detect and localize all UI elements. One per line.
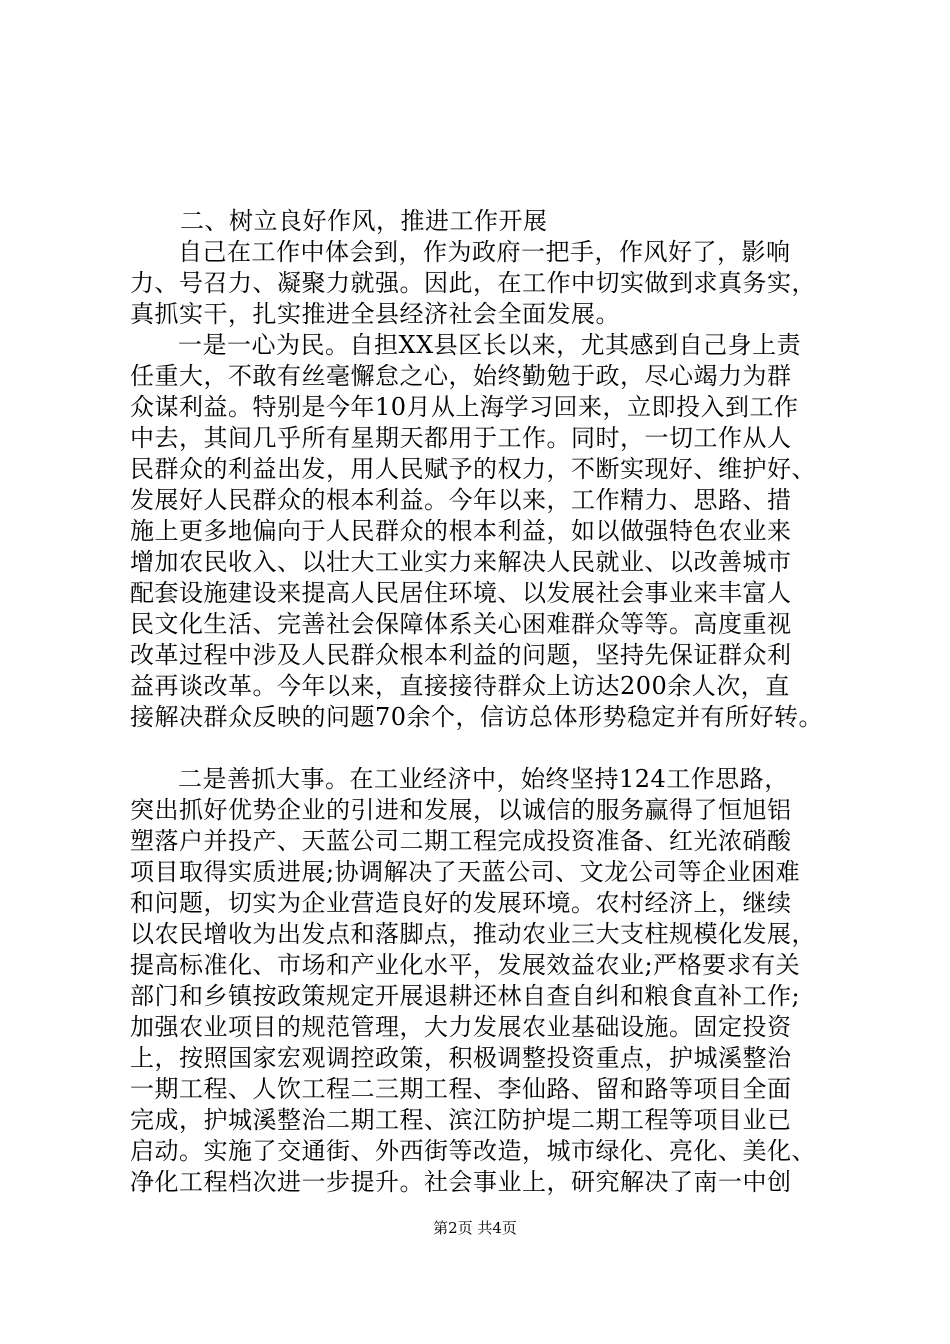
paragraph-2-line: 益再谈改革。今年以来，直接接待群众上访达200余人次，直 bbox=[130, 672, 790, 700]
paragraph-3-line: 一期工程、人饮工程二三期工程、李仙路、留和路等项目全面 bbox=[130, 1075, 792, 1103]
paragraph-3-line: 完成，护城溪整治二期工程、滨江防护堤二期工程等项目业已 bbox=[130, 1106, 792, 1134]
document-body bbox=[130, 206, 850, 1198]
paragraph-2-line: 一是一心为民。自担XX县区长以来，尤其感到自己身上责 bbox=[178, 331, 802, 359]
paragraph-1-line: 自己在工作中体会到，作为政府一把手，作风好了，影响 bbox=[178, 238, 791, 266]
paragraph-1-line: 真抓实干，扎实推进全县经济社会全面发展。 bbox=[130, 300, 620, 328]
paragraph-3-line: 加强农业项目的规范管理，大力发展农业基础设施。固定投资 bbox=[130, 1013, 792, 1041]
paragraph-3-line: 启动。实施了交通街、外西街等改造，城市绿化、亮化、美化、 bbox=[130, 1137, 816, 1165]
section-heading: 二、树立良好作风，推进工作开展 bbox=[180, 207, 548, 235]
paragraph-3-line: 塑落户并投产、天蓝公司二期工程完成投资准备、红光浓硝酸 bbox=[130, 827, 792, 855]
paragraph-3-line: 二是善抓大事。在工业经济中，始终坚持124工作思路， bbox=[178, 765, 789, 793]
paragraph-2-line: 发展好人民群众的根本利益。今年以来，工作精力、思路、措 bbox=[130, 486, 792, 514]
paragraph-3-line: 部门和乡镇按政策规定开展退耕还林自查自纠和粮食直补工作; bbox=[130, 982, 801, 1010]
paragraph-spacer bbox=[130, 733, 850, 764]
paragraph-2-line: 施上更多地偏向于人民群众的根本利益，如以做强特色农业来 bbox=[130, 517, 792, 545]
paragraph-2-line: 改革过程中涉及人民群众根本利益的问题，坚持先保证群众利 bbox=[130, 641, 792, 669]
paragraph-3-line: 提高标准化、市场和产业化水平，发展效益农业;严格要求有关 bbox=[130, 951, 801, 979]
paragraph-3-line: 突出抓好优势企业的引进和发展，以诚信的服务赢得了恒旭铝 bbox=[130, 796, 792, 824]
paragraph-2-line: 配套设施建设来提高人民居住环境、以发展社会事业来丰富人 bbox=[130, 579, 792, 607]
paragraph-2-line: 中去，其间几乎所有星期天都用于工作。同时，一切工作从人 bbox=[130, 424, 792, 452]
paragraph-3-line: 上，按照国家宏观调控政策，积极调整投资重点，护城溪整治 bbox=[130, 1044, 792, 1072]
paragraph-3-line: 项目取得实质进展;协调解决了天蓝公司、文龙公司等企业困难 bbox=[130, 858, 801, 886]
paragraph-1-line: 力、号召力、凝聚力就强。因此，在工作中切实做到求真务实， bbox=[130, 269, 816, 297]
paragraph-3-line: 净化工程档次进一步提升。社会事业上，研究解决了南一中创 bbox=[130, 1168, 792, 1196]
paragraph-3-line: 以农民增收为出发点和落脚点，推动农业三大支柱规模化发展， bbox=[130, 920, 816, 948]
paragraph-3-line: 和问题，切实为企业营造良好的发展环境。农村经济上，继续 bbox=[130, 889, 792, 917]
paragraph-2-line: 民群众的利益出发，用人民赋予的权力，不断实现好、维护好、 bbox=[130, 455, 816, 483]
paragraph-2-line: 任重大，不敢有丝毫懈怠之心，始终勤勉于政，尽心竭力为群 bbox=[130, 362, 792, 390]
paragraph-2-line: 接解决群众反映的问题70余个，信访总体形势稳定并有所好转。 bbox=[130, 703, 824, 731]
paragraph-2-line: 众谋利益。特别是今年10月从上海学习回来，立即投入到工作 bbox=[130, 393, 799, 421]
page-number-footer: 第2页 共4页 bbox=[433, 1219, 517, 1237]
paragraph-2-line: 民文化生活、完善社会保障体系关心困难群众等等。高度重视 bbox=[130, 610, 792, 638]
paragraph-2-line: 增加农民收入、以壮大工业实力来解决人民就业、以改善城市 bbox=[130, 548, 792, 576]
